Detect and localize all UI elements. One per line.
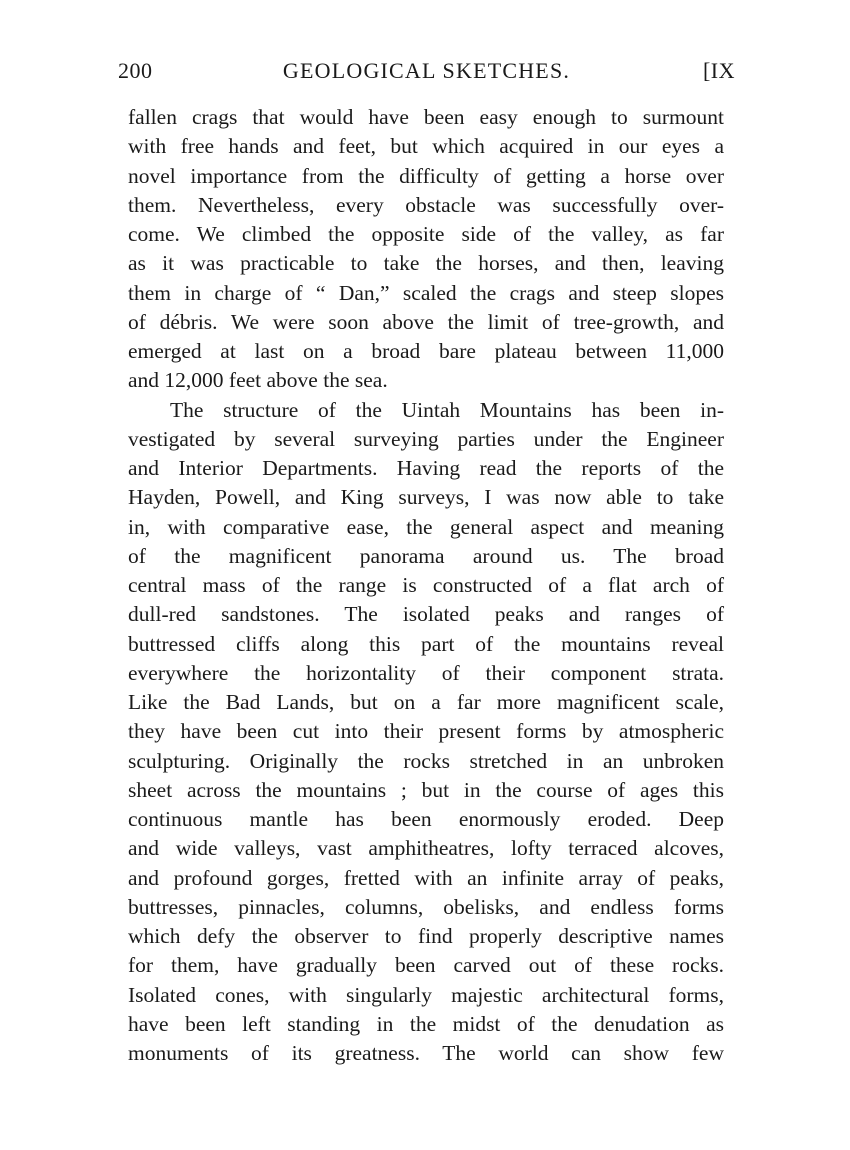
text-line: vestigated by several surveying parties under the Engineer [128, 426, 724, 451]
text-line: continuous mantle has been enormously eroded. Deep [128, 807, 724, 831]
text-line-paragraph-end: and 12,000 feet above the sea. [128, 368, 388, 393]
text-line: and Interior Departments. Having read the reports of the [128, 456, 724, 480]
running-title: GEOLOGICAL SKETCHES. [282, 58, 571, 83]
page-number: 200 [118, 58, 153, 83]
text-line: Isolated cones, with singularly majestic architectural forms, [128, 982, 724, 1007]
text-line: of the magnificent panorama around us. The broad [128, 543, 724, 568]
text-line: of débris. We were soon above the limit of tree-growth, and [128, 309, 724, 334]
body-text [128, 103, 724, 1068]
text-line: fallen crags that would have been easy enough to surmount [128, 105, 724, 129]
text-line: as it was practicable to take the horses, and then, leaving [128, 251, 724, 276]
text-line: Hayden, Powell, and King surveys, I was now able to take [128, 485, 724, 510]
text-line-paragraph-start: The structure of the Uintah Mountains has been in- [170, 397, 724, 422]
text-line: for them, have gradually been carved out of these rocks. [128, 953, 724, 978]
text-line: sculpturing. Originally the rocks stretched in an unbroken [128, 748, 724, 773]
text-line: them in charge of “ Dan,” scaled the crags and steep slopes [128, 280, 724, 305]
text-line: which defy the observer to find properly descriptive names [128, 924, 724, 948]
chapter-mark: [IX [702, 58, 735, 83]
text-line: with free hands and feet, but which acquired in our eyes a [128, 134, 724, 159]
text-line: they have been cut into their present forms by atmospheric [128, 719, 724, 744]
text-line: emerged at last on a broad bare plateau between 11,000 [128, 339, 724, 363]
text-line: them. Nevertheless, every obstacle was successfully over- [128, 192, 724, 217]
text-line: buttresses, pinnacles, columns, obelisks, and endless forms [128, 894, 724, 919]
text-line: Like the Bad Lands, but on a far more magnificent scale, [128, 690, 724, 714]
text-line: buttressed cliffs along this part of the mountains reveal [128, 631, 724, 656]
text-line: come. We climbed the opposite side of the valley, as far [128, 222, 724, 246]
text-line: have been left standing in the midst of the denudation as [128, 1011, 724, 1036]
text-line: in, with comparative ease, the general aspect and meaning [128, 514, 724, 539]
text-line: everywhere the horizontality of their component strata. [128, 660, 724, 685]
text-line: and profound gorges, fretted with an infinite array of peaks, [128, 865, 724, 890]
running-head [118, 58, 735, 90]
text-line: central mass of the range is constructed of a flat arch of [128, 573, 724, 597]
text-line: novel importance from the difficulty of getting a horse over [128, 163, 724, 188]
text-line: monuments of its greatness. The world can show few [128, 1041, 724, 1065]
text-line: sheet across the mountains ; but in the course of ages this [128, 777, 724, 802]
text-line: and wide valleys, vast amphitheatres, lofty terraced alcoves, [128, 836, 724, 861]
text-line: dull-red sandstones. The isolated peaks and ranges of [128, 602, 724, 627]
